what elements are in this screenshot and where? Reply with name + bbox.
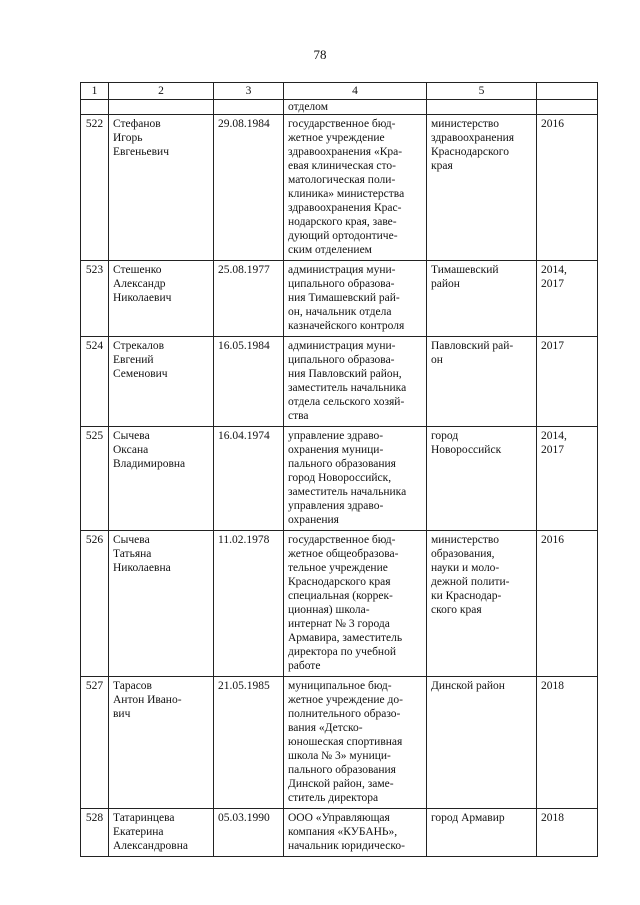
column-header: 5	[427, 83, 537, 100]
position-text-line: клиника» министерства	[288, 188, 405, 200]
region-text	[427, 337, 537, 427]
region-text	[427, 261, 537, 337]
region-text-line: Новороссийск	[431, 444, 502, 456]
continued-position-text: отделом	[284, 100, 427, 115]
position-text-line: государственное бюд-	[288, 534, 396, 546]
years-text	[537, 427, 598, 531]
table-row	[81, 531, 598, 677]
person-name-line: Николаевич	[113, 292, 172, 304]
column-header: 3	[214, 83, 284, 100]
continuation-row	[81, 100, 598, 115]
position-text-line: ООО «Управляющая	[288, 812, 390, 824]
position-text	[284, 337, 427, 427]
person-name	[109, 531, 214, 677]
row-number: 528	[81, 809, 109, 857]
years-text	[537, 337, 598, 427]
years-text-line: 2017	[541, 444, 564, 456]
region-text-line: министерство	[431, 534, 499, 546]
table-row	[81, 115, 598, 261]
birth-date: 21.05.1985	[214, 677, 284, 809]
column-header: 4	[284, 83, 427, 100]
years-text	[537, 531, 598, 677]
region-text-line: ки Краснодар-	[431, 590, 502, 602]
position-text	[284, 427, 427, 531]
region-text-line: Краснодарского	[431, 146, 509, 158]
position-text-line: управления здраво-	[288, 500, 384, 512]
years-text-line: 2017	[541, 278, 564, 290]
position-text-line: Динской район, заме-	[288, 778, 394, 790]
position-text-line: государственное бюд-	[288, 118, 396, 130]
position-text-line: дующий ортодонтиче-	[288, 230, 398, 242]
birth-date: 11.02.1978	[214, 531, 284, 677]
person-name	[109, 115, 214, 261]
position-text-line: муниципальное бюд-	[288, 680, 392, 692]
person-name	[109, 427, 214, 531]
table-row	[81, 337, 598, 427]
person-name-line: Евгеньевич	[113, 146, 169, 158]
position-text	[284, 809, 427, 857]
position-text-line: школа № 3» муници-	[288, 750, 391, 762]
table-row	[81, 427, 598, 531]
region-text-line: район	[431, 278, 460, 290]
person-name-line: Татьяна	[113, 548, 152, 560]
person-name-line: Тарасов	[113, 680, 152, 692]
position-text-line: здравоохранения Крас-	[288, 202, 402, 214]
row-number: 524	[81, 337, 109, 427]
table-body	[81, 100, 598, 857]
person-name-line: Стешенко	[113, 264, 162, 276]
years-text-line: 2016	[541, 118, 564, 130]
position-text-line: ским отделением	[288, 244, 372, 256]
position-text-line: начальник юридическо-	[288, 840, 405, 852]
position-text-line: полнительного образо-	[288, 708, 401, 720]
person-name-line: Александровна	[113, 840, 188, 852]
position-text-line: заместитель начальника	[288, 486, 407, 498]
position-text-line: Армавира, заместитель	[288, 632, 403, 644]
position-text-line: тельное учреждение	[288, 562, 388, 574]
region-text	[427, 115, 537, 261]
person-name-line: Екатерина	[113, 826, 164, 838]
column-header: 2	[109, 83, 214, 100]
region-text-line: Павловский рай-	[431, 340, 514, 352]
position-text-line: охранения муници-	[288, 444, 384, 456]
birth-date: 16.04.1974	[214, 427, 284, 531]
years-text-line: 2018	[541, 680, 564, 692]
page-number: 78	[313, 47, 327, 62]
position-text-line: здравоохранения «Кра-	[288, 146, 403, 158]
person-name	[109, 677, 214, 809]
region-text-line: Тимашевский	[431, 264, 499, 276]
person-name	[109, 261, 214, 337]
region-text-line: ского края	[431, 604, 482, 616]
region-text-line: края	[431, 160, 453, 172]
person-name-line: Владимировна	[113, 458, 186, 470]
birth-date: 16.05.1984	[214, 337, 284, 427]
position-text-line: директора по учебной	[288, 646, 396, 658]
position-text-line: интернат № 3 города	[288, 618, 390, 630]
person-name-line: Николаевна	[113, 562, 171, 574]
row-number: 522	[81, 115, 109, 261]
position-text-line: компания «КУБАНЬ»,	[288, 826, 398, 838]
position-text-line: специальная (коррек-	[288, 590, 393, 602]
person-name-line: Антон Ивано-	[113, 694, 182, 706]
years-text	[537, 261, 598, 337]
region-text	[427, 677, 537, 809]
column-header	[537, 83, 598, 100]
region-text-line: город	[431, 430, 459, 442]
row-number: 523	[81, 261, 109, 337]
position-text-line: управление здраво-	[288, 430, 384, 442]
row-number: 526	[81, 531, 109, 677]
position-text-line: отдела сельского хозяй-	[288, 396, 405, 408]
position-text	[284, 115, 427, 261]
position-text	[284, 531, 427, 677]
table-row	[81, 261, 598, 337]
years-text-line: 2017	[541, 340, 564, 352]
position-text-line: жетное учреждение	[288, 132, 385, 144]
region-text	[427, 427, 537, 531]
table-header-row	[81, 83, 598, 100]
position-text-line: нодарского края, заве-	[288, 216, 397, 228]
position-text-line: Краснодарского края	[288, 576, 391, 588]
birth-date: 25.08.1977	[214, 261, 284, 337]
person-name-line: Сычева	[113, 534, 150, 546]
position-text-line: охранения	[288, 514, 339, 526]
person-name-line: Стефанов	[113, 118, 161, 130]
position-text-line: работе	[288, 660, 321, 672]
position-text-line: ститель директора	[288, 792, 379, 804]
years-text-line: 2018	[541, 812, 564, 824]
region-text	[427, 531, 537, 677]
position-text-line: евая клиническая сто-	[288, 160, 396, 172]
position-text-line: город Новороссийск,	[288, 472, 392, 484]
person-name-line: Семенович	[113, 368, 168, 380]
person-name-line: Оксана	[113, 444, 149, 456]
person-name	[109, 337, 214, 427]
position-text-line: юношеская спортивная	[288, 736, 403, 748]
region-text-line: образования,	[431, 548, 495, 560]
person-name-line: Сычева	[113, 430, 150, 442]
region-text-line: здравоохранения	[431, 132, 515, 144]
position-text-line: администрация муни-	[288, 264, 396, 276]
position-text-line: ципального образова-	[288, 278, 395, 290]
person-name-line: Александр	[113, 278, 166, 290]
region-text-line: министерство	[431, 118, 499, 130]
position-text-line: ния Павловский район,	[288, 368, 402, 380]
position-text-line: он, начальник отдела	[288, 306, 392, 318]
region-text-line: науки и моло-	[431, 562, 500, 574]
region-text	[427, 809, 537, 857]
position-text-line: казначейского контроля	[288, 320, 405, 332]
position-text-line: вания «Детско-	[288, 722, 363, 734]
region-text-line: дежной полити-	[431, 576, 510, 588]
person-name-line: Евгений	[113, 354, 154, 366]
region-text-line: город Армавир	[431, 812, 505, 824]
position-text-line: матологическая поли-	[288, 174, 396, 186]
years-text	[537, 809, 598, 857]
years-text-line: 2016	[541, 534, 564, 546]
table-row	[81, 677, 598, 809]
birth-date: 29.08.1984	[214, 115, 284, 261]
region-text-line: он	[431, 354, 443, 366]
position-text-line: администрация муни-	[288, 340, 396, 352]
years-text-line: 2014,	[541, 264, 567, 276]
position-text-line: заместитель начальника	[288, 382, 407, 394]
position-text-line: жетное учреждение до-	[288, 694, 403, 706]
years-text-line: 2014,	[541, 430, 567, 442]
position-text-line: жетное общеобразова-	[288, 548, 399, 560]
registry-table	[80, 82, 598, 857]
person-name-line: Стрекалов	[113, 340, 165, 352]
position-text	[284, 261, 427, 337]
position-text	[284, 677, 427, 809]
person-name-line: Игорь	[113, 132, 143, 144]
position-text-line: ства	[288, 410, 309, 422]
table-row	[81, 809, 598, 857]
column-header: 1	[81, 83, 109, 100]
position-text-line: пального образования	[288, 458, 396, 470]
years-text	[537, 677, 598, 809]
person-name-line: Татаринцева	[113, 812, 175, 824]
region-text-line: Динской район	[431, 680, 505, 692]
position-text-line: ципального образова-	[288, 354, 395, 366]
position-text-line: ционная) школа-	[288, 604, 370, 616]
position-text-line: ния Тимашевский рай-	[288, 292, 400, 304]
row-number: 525	[81, 427, 109, 531]
row-number: 527	[81, 677, 109, 809]
person-name	[109, 809, 214, 857]
years-text	[537, 115, 598, 261]
position-text-line: пального образования	[288, 764, 396, 776]
person-name-line: вич	[113, 708, 131, 720]
birth-date: 05.03.1990	[214, 809, 284, 857]
